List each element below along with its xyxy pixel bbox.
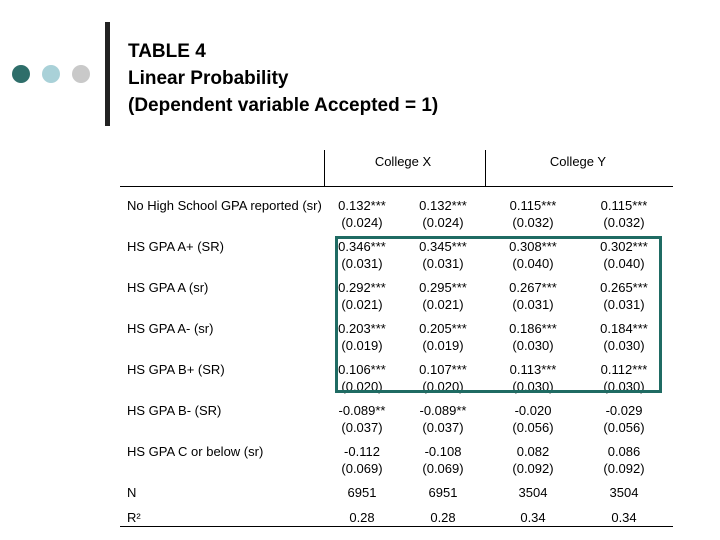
coefficient: 0.302*** bbox=[600, 239, 648, 254]
table-cell bbox=[584, 402, 664, 436]
title-line-1: TABLE 4 bbox=[128, 41, 206, 62]
coefficient: -0.020 bbox=[514, 403, 552, 418]
highlight-box bbox=[335, 236, 662, 393]
standard-error: (0.024) bbox=[422, 215, 464, 230]
standard-error: (0.021) bbox=[341, 297, 383, 312]
coefficient: 0.132*** bbox=[338, 198, 386, 213]
decor-dot-dark bbox=[12, 65, 30, 83]
title-line-2: Linear Probability bbox=[128, 68, 289, 89]
coefficient: 0.34 bbox=[611, 510, 637, 525]
row-label: HS GPA C or below (sr) bbox=[127, 444, 264, 459]
coefficient: 0.308*** bbox=[509, 239, 557, 254]
table-cell bbox=[403, 484, 483, 501]
coefficient: 0.115*** bbox=[509, 198, 557, 213]
coefficient: 0.203*** bbox=[338, 321, 386, 336]
coefficient: 3504 bbox=[518, 485, 548, 500]
table-cell bbox=[493, 443, 573, 477]
column-divider-y bbox=[485, 150, 486, 186]
title-line-3: (Dependent variable Accepted = 1) bbox=[128, 95, 439, 116]
table-cell bbox=[322, 484, 402, 501]
standard-error: (0.020) bbox=[422, 379, 464, 394]
decor-dot-gray bbox=[72, 65, 90, 83]
coefficient: 0.28 bbox=[430, 510, 456, 525]
coefficient: 0.186*** bbox=[509, 321, 557, 336]
standard-error: (0.030) bbox=[512, 379, 554, 394]
standard-error: (0.024) bbox=[341, 215, 383, 230]
coefficient: -0.112 bbox=[344, 444, 380, 459]
coefficient: -0.108 bbox=[424, 444, 462, 459]
standard-error: (0.019) bbox=[341, 338, 383, 353]
standard-error: (0.056) bbox=[512, 420, 554, 435]
coefficient: 0.292*** bbox=[338, 280, 386, 295]
row-label: R² bbox=[127, 510, 141, 525]
coefficient: 0.346*** bbox=[338, 239, 386, 254]
row-label: HS GPA A+ (SR) bbox=[127, 239, 224, 254]
coefficient: 3504 bbox=[609, 485, 639, 500]
coefficient: 0.345*** bbox=[419, 239, 467, 254]
table-cell bbox=[322, 443, 402, 477]
bottom-rule bbox=[120, 526, 673, 527]
standard-error: (0.069) bbox=[341, 461, 383, 476]
table-cell bbox=[403, 443, 483, 477]
table-cell bbox=[403, 509, 483, 526]
standard-error: (0.040) bbox=[512, 256, 554, 271]
row-label: HS GPA B- (SR) bbox=[127, 403, 222, 418]
row-label: HS GPA A- (sr) bbox=[127, 321, 214, 336]
standard-error: (0.031) bbox=[341, 256, 383, 271]
title-accent-bar bbox=[105, 22, 110, 126]
standard-error: (0.031) bbox=[603, 297, 645, 312]
standard-error: (0.092) bbox=[603, 461, 645, 476]
standard-error: (0.040) bbox=[603, 256, 645, 271]
table-cell bbox=[322, 402, 402, 436]
standard-error: (0.020) bbox=[341, 379, 383, 394]
coefficient: 0.106*** bbox=[338, 362, 386, 377]
header-rule bbox=[120, 186, 673, 187]
table-cell bbox=[493, 402, 573, 436]
coefficient: 0.295*** bbox=[419, 280, 467, 295]
table-cell bbox=[584, 443, 664, 477]
coefficient: -0.089** bbox=[419, 403, 467, 418]
column-divider-x bbox=[324, 150, 325, 186]
standard-error: (0.069) bbox=[422, 461, 464, 476]
table-cell bbox=[322, 509, 402, 526]
standard-error: (0.032) bbox=[512, 215, 554, 230]
coefficient: 6951 bbox=[428, 485, 458, 500]
row-label: No High School GPA reported (sr) bbox=[127, 198, 322, 213]
standard-error: (0.031) bbox=[422, 256, 464, 271]
standard-error: (0.030) bbox=[512, 338, 554, 353]
row-label: N bbox=[127, 485, 137, 500]
table-cell bbox=[493, 484, 573, 501]
standard-error: (0.021) bbox=[422, 297, 464, 312]
coefficient: -0.029 bbox=[605, 403, 643, 418]
column-group-college-x: College X bbox=[374, 154, 432, 169]
coefficient: 0.115*** bbox=[600, 198, 648, 213]
table-cell bbox=[403, 197, 483, 231]
coefficient: 0.28 bbox=[349, 510, 375, 525]
standard-error: (0.019) bbox=[422, 338, 464, 353]
standard-error: (0.092) bbox=[512, 461, 554, 476]
coefficient: 0.34 bbox=[520, 510, 546, 525]
standard-error: (0.037) bbox=[341, 420, 383, 435]
coefficient: -0.089** bbox=[338, 403, 386, 418]
table-cell bbox=[493, 197, 573, 231]
coefficient: 0.113*** bbox=[509, 362, 557, 377]
coefficient: 0.107*** bbox=[419, 362, 467, 377]
slide-title bbox=[128, 38, 438, 119]
decor-dot-light bbox=[42, 65, 60, 83]
coefficient: 0.112*** bbox=[600, 362, 648, 377]
coefficient: 6951 bbox=[347, 485, 377, 500]
table-cell bbox=[584, 484, 664, 501]
standard-error: (0.031) bbox=[512, 297, 554, 312]
row-label: HS GPA B+ (SR) bbox=[127, 362, 225, 377]
standard-error: (0.037) bbox=[422, 420, 464, 435]
standard-error: (0.030) bbox=[603, 338, 645, 353]
table-cell bbox=[493, 509, 573, 526]
table-cell bbox=[584, 197, 664, 231]
coefficient: 0.132*** bbox=[419, 198, 467, 213]
coefficient: 0.267*** bbox=[509, 280, 557, 295]
coefficient: 0.265*** bbox=[600, 280, 648, 295]
table-cell bbox=[403, 402, 483, 436]
standard-error: (0.056) bbox=[603, 420, 645, 435]
coefficient: 0.205*** bbox=[419, 321, 467, 336]
table-cell bbox=[584, 509, 664, 526]
coefficient: 0.082 bbox=[516, 444, 550, 459]
standard-error: (0.030) bbox=[603, 379, 645, 394]
coefficient: 0.184*** bbox=[600, 321, 648, 336]
row-label: HS GPA A (sr) bbox=[127, 280, 209, 295]
column-group-college-y: College Y bbox=[549, 154, 607, 169]
table-cell bbox=[322, 197, 402, 231]
standard-error: (0.032) bbox=[603, 215, 645, 230]
coefficient: 0.086 bbox=[607, 444, 641, 459]
